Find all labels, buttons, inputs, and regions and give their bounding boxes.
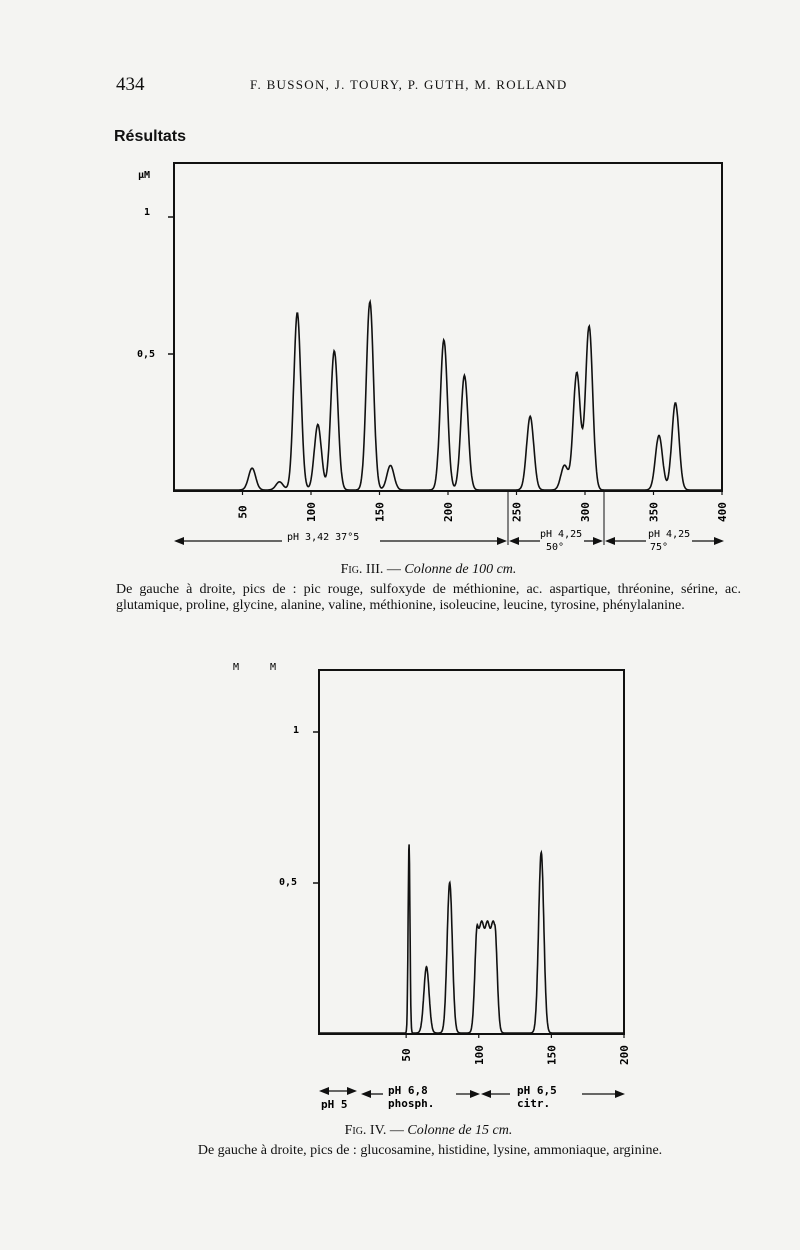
- plot-frame: [174, 163, 722, 491]
- zone3-label-a: pH 4,25: [648, 529, 691, 540]
- x-ticks: [400, 1033, 631, 1065]
- zone2-label-a: pH 4,25: [540, 529, 583, 540]
- caption-dash: —: [383, 562, 405, 577]
- zone2-label-a: pH 6,8: [388, 1084, 428, 1097]
- peak-markers: [251, 301, 676, 483]
- x-tick-label-200: 200: [618, 1045, 631, 1065]
- figure-4-caption: [116, 1123, 741, 1139]
- zone1-arrowhead-left: [174, 537, 184, 545]
- page-number: 434: [116, 74, 145, 95]
- zone1-label: pH 5: [321, 1098, 348, 1111]
- zone2-arrowhead-right: [593, 537, 603, 545]
- y-axis-unit-a: M: [233, 662, 240, 673]
- zone1-label: pH 3,42 37°5: [287, 532, 360, 543]
- x-ticks: [237, 490, 730, 522]
- chromatogram-curve: [174, 302, 722, 490]
- figure-4-chart: [233, 662, 631, 1111]
- y-axis-unit-b: M: [270, 662, 277, 673]
- section-title: Résultats: [114, 128, 187, 145]
- figure-3-caption: [116, 562, 741, 578]
- zone2-arrowhead-right: [470, 1090, 480, 1098]
- x-tick-label-150: 150: [373, 502, 387, 522]
- x-tick-label-300: 300: [579, 502, 592, 522]
- figure-3-title: Colonne de 100 cm.: [404, 562, 517, 577]
- figure-3-label: Fig. III.: [340, 562, 384, 577]
- x-tick-label-250: 250: [510, 502, 524, 522]
- zone1-arrowhead-right: [347, 1087, 357, 1095]
- zone3-arrowhead-right: [615, 1090, 625, 1098]
- figure-3-chart: [137, 163, 729, 553]
- figure-4-title: Colonne de 15 cm.: [407, 1123, 513, 1138]
- caption-dash: —: [386, 1123, 408, 1138]
- y-tick-label-1: 1: [293, 725, 300, 736]
- x-tick-label-400: 400: [716, 502, 729, 522]
- x-tick-label-150: 150: [545, 1045, 559, 1065]
- zone2-label-b: phosph.: [388, 1097, 435, 1110]
- zone1-arrowhead-right: [497, 537, 507, 545]
- plot-frame: [319, 670, 624, 1034]
- x-tick-label-200: 200: [442, 502, 455, 522]
- x-tick-label-350: 350: [647, 502, 661, 522]
- x-tick-label-100: 100: [305, 502, 318, 522]
- x-tick-label-50: 50: [400, 1048, 414, 1062]
- figure-4-description: De gauche à droite, pics de : glucosamine, histidine, lysine, ammoniaque, arginine.: [197, 1143, 663, 1158]
- running-authors: F. BUSSON, J. TOURY, P. GUTH, M. ROLLAND: [250, 77, 568, 92]
- figure-4-label: Fig. IV.: [344, 1123, 387, 1138]
- y-tick-label-1: 1: [144, 207, 151, 218]
- y-tick-label-05: 0,5: [279, 877, 298, 888]
- zone3-arrowhead-right: [714, 537, 724, 545]
- y-tick-label-05: 0,5: [137, 349, 156, 360]
- zone3-label-b: 75°: [650, 542, 669, 553]
- x-tick-label-100: 100: [472, 1045, 486, 1065]
- chromatogram-curve: [319, 844, 624, 1033]
- figure-3-description: De gauche à droite, pics de : pic rouge, sulfoxyde de méthionine, ac. aspartique, thréonine, sérine, ac. glutamique, proline, glycine, alanine, valine, méthionine, isoleucine, leucine, tyrosine, phénylalanine.: [116, 582, 741, 613]
- x-tick-label-50: 50: [236, 505, 250, 519]
- y-axis-unit: µM: [138, 170, 151, 181]
- zone3-label-a: pH 6,5: [517, 1084, 557, 1097]
- peak-point-1: [408, 842, 410, 844]
- zone3-label-b: citr.: [517, 1097, 551, 1110]
- zone2-label-b: 50°: [546, 542, 565, 553]
